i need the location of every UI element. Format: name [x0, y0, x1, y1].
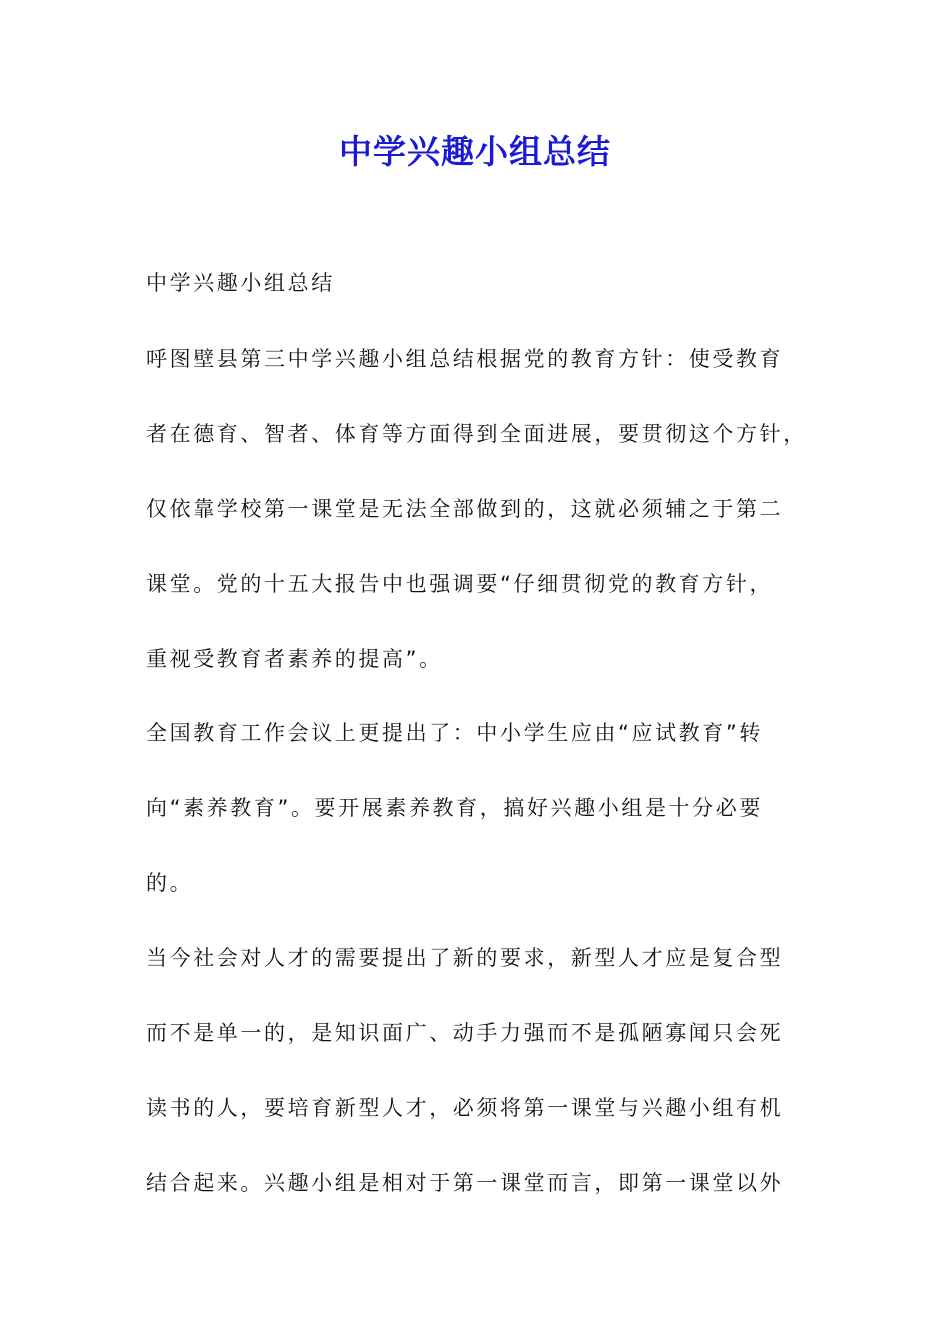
text-line: 当今社会对人才的需要提出了新的要求，新型人才应是复合型 — [146, 946, 784, 970]
text-line: 者在德育、智者、体育等方面得到全面进展，要贯彻这个方针， — [146, 422, 807, 446]
text-line: 中学兴趣小组总结 — [146, 271, 335, 295]
text-line: 的。 — [146, 871, 194, 895]
text-line: 仅依靠学校第一课堂是无法全部做到的，这就必须辅之于第二 — [146, 497, 784, 521]
text-line: 呼图壁县第三中学兴趣小组总结根据党的教育方针：使受教育 — [146, 347, 784, 371]
text-line: 结合起来。兴趣小组是相对于第一课堂而言，即第一课堂以外 — [146, 1171, 784, 1195]
text-line: 课堂。党的十五大报告中也强调要“仔细贯彻党的教育方针， — [146, 572, 774, 596]
text-line: 重视受教育者素养的提高”。 — [146, 647, 443, 671]
text-line: 而不是单一的，是知识面广、动手力强而不是孤陋寡闻只会死 — [146, 1021, 784, 1045]
text-line: 全国教育工作会议上更提出了：中小学生应由“应试教育”转 — [146, 721, 763, 745]
document-title: 中学兴趣小组总结 — [339, 132, 611, 171]
text-line: 向“素养教育”。要开展素养教育，搞好兴趣小组是十分必要 — [146, 796, 763, 820]
text-line: 读书的人，要培育新型人才，必须将第一课堂与兴趣小组有机 — [146, 1096, 784, 1120]
